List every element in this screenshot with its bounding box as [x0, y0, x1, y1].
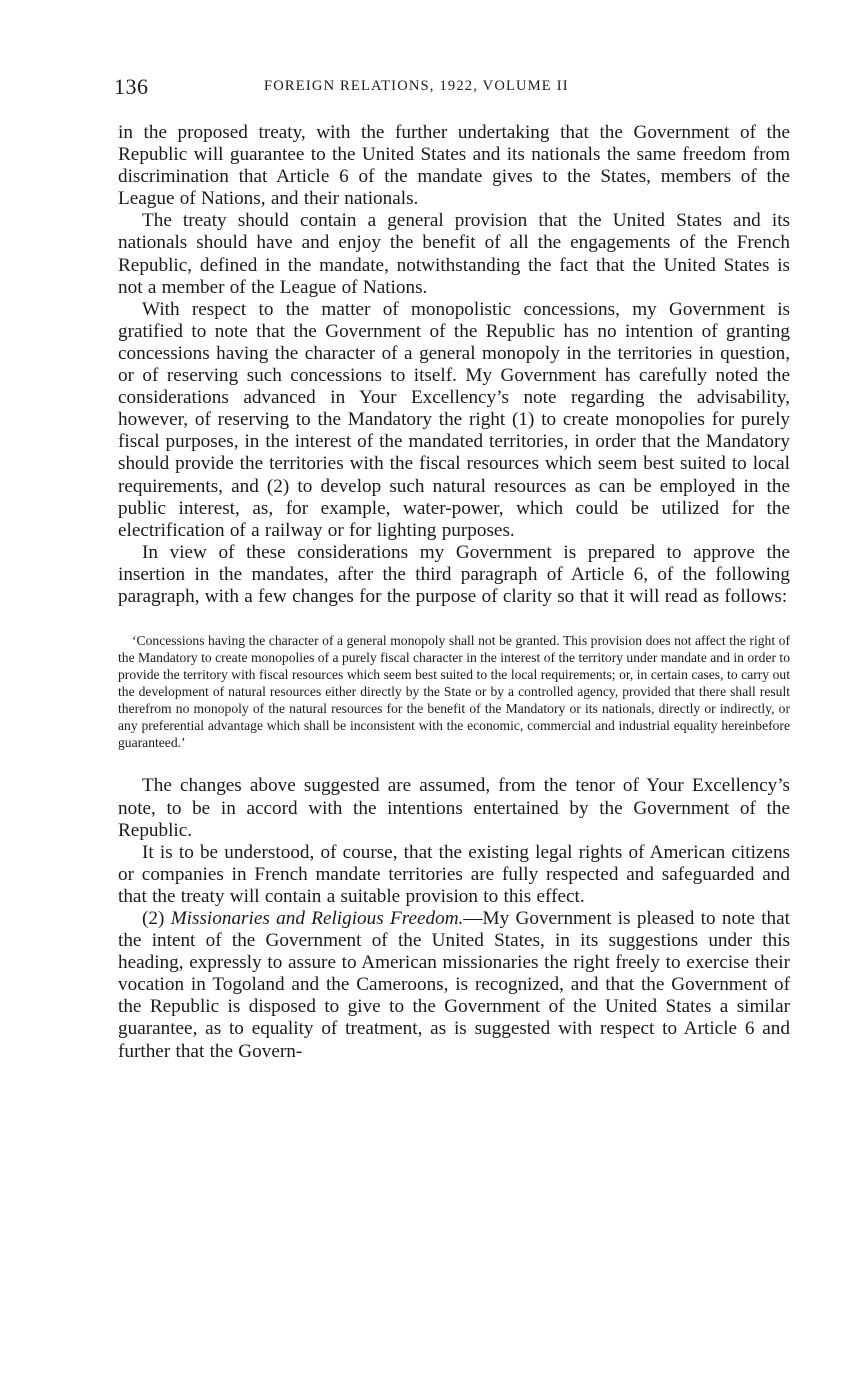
paragraph-monopolistic-concessions: With respect to the matter of monopolistic concessions, my Government is gratified to note that the Government of the Republic has no intention of granting concessions having the character of a general monopoly in the territories in question, or of reserving such concessions to itself. My Government has carefully noted the considerations advanced in Your Excellency’s note regarding the advisability, however, of reserving to the Mandatory the right (1) to create monopolies for purely fiscal purposes, in the interest of the mandated territories, in order that the Mandatory should provide the territories with the fiscal resources which seem best suited to local requirements, and (2) to develop such natural resources as can be employed in the public interest, as, for example, water-power, which could be utilized for the electrification of a railway or for lighting purposes.	[118, 298, 790, 541]
body-text	[118, 122, 790, 1063]
document-page	[114, 74, 791, 1063]
section-heading: Missionaries and Religious Freedom.	[170, 907, 464, 929]
paragraph-continuation: in the proposed treaty, with the further undertaking that the Government of the Republic will guarantee to the United States and its nationals the same freedom from discrimination that Article 6 of the mandate gives to the States, members of the League of Nations, and their nationals.	[118, 122, 790, 210]
section-number: (2)	[142, 907, 165, 929]
block-quote: ‘Concessions having the character of a general monopoly shall not be granted. This provision does not affect the right of the Mandatory to create monopolies of a purely fiscal character in the interest of the territory under mandate and in order to provide the territory with fiscal resources which seem best suited to the local requirements; or, in certain cases, to carry out the development of natural resources either directly by the State or by a controlled agency, provided that there shall result therefrom no monopoly of the natural resources for the benefit of the Mandatory or its nationals, directly or indirectly, or any preferential advantage which shall be inconsistent with the economic, commercial and industrial equality hereinbefore guaranteed.’	[118, 633, 790, 750]
paragraph-general-provision: The treaty should contain a general provision that the United States and its nationals should have and enjoy the benefit of all the engagements of the French Republic, defined in the mandate, notwithstanding the fact that the United States is not a member of the League of Nations.	[118, 210, 790, 298]
paragraph-insertion-proposal: In view of these considerations my Government is prepared to approve the insertion in the mandates, after the third paragraph of Article 6, of the following paragraph, with a few changes for the purpose of clarity so that it will read as follows:	[118, 541, 790, 607]
page-header	[114, 74, 790, 104]
paragraph-missionaries	[118, 908, 790, 1063]
paragraph-changes-assumed: The changes above suggested are assumed, from the tenor of Your Excellency’s note, to be in accord with the intentions entertained by the Government of the Republic.	[118, 775, 790, 841]
page-number: 136	[114, 74, 149, 99]
paragraph-legal-rights: It is to be understood, of course, that the existing legal rights of American citizens or companies in French mandate territories are fully respected and safeguarded and that the treaty will contain a suitable provision to this effect.	[118, 841, 790, 907]
running-head: FOREIGN RELATIONS, 1922, VOLUME II	[264, 78, 569, 94]
section-text: —My Government is pleased to note that the intent of the Government of the United States, in its suggestions under this heading, expressly to assure to American missionaries the right freely to exercise their vocation in Togoland and the Cameroons, is recognized, and that the Government of the Republic is disposed to give to the Government of the United States a similar guarantee, as to equality of treatment, as is suggested with respect to Article 6 and further that the Govern-	[118, 907, 791, 1062]
